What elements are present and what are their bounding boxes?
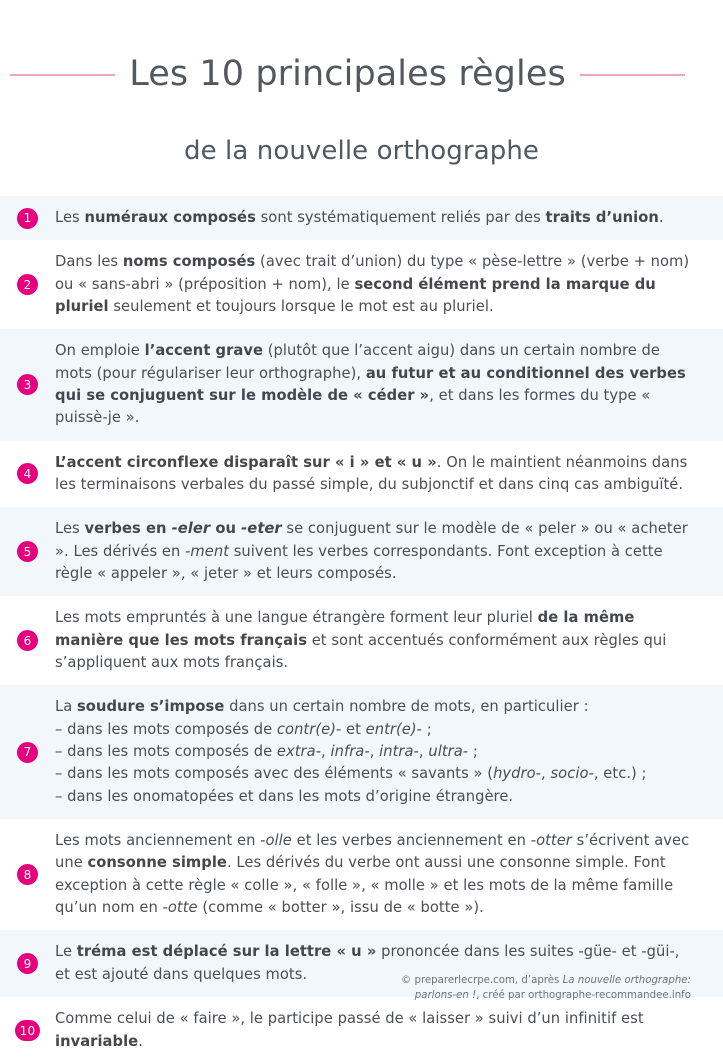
rule-number-badge: 5 [17,541,38,562]
rule-number-badge: 3 [17,374,38,395]
rule-text: Les mots empruntés à une langue étrangère forment leur pluriel de la même manière que les mots français et sont accentués conformément aux règles qui s’appliquent aux mots français. [55,609,667,672]
rule-item [0,685,723,819]
footer-credit: © preparerlecrpe.com, d’après La nouvelle orthographe: parlons-en !, créé par orthographe-recommandee.info [401,975,691,1002]
rule-number-badge: 4 [17,463,38,484]
rule-badge-cell [0,541,55,562]
rule-item [0,196,723,240]
page-subtitle: de la nouvelle orthographe [183,135,540,166]
rule-number-badge: 2 [17,274,38,295]
title-rule-right [580,74,685,76]
rules-list [0,196,723,1064]
rule-text: L’accent circonflexe disparaît sur « i » et « u ». On le maintient néanmoins dans les terminaisons verbales du passé simple, du subjonctif et dans cinq cas ambiguïté. [55,453,688,493]
rule-item [0,329,723,440]
rule-badge-cell [0,463,55,484]
rule-badge-cell [0,630,55,651]
rule-text: Les mots anciennement en -olle et les verbes anciennement en -otter s’écrivent avec une consonne simple. Les dérivés du verbe ont aussi une consonne simple. Font exception à cette règle « colle », « folle », « molle » et les mots de la même famille qu’un nom en -otte (comme « botter », issu de « botte »). [55,832,690,917]
rule-badge-cell [0,864,55,885]
rule-text: Le tréma est déplacé sur la lettre « u » prononcée dans les suites -güe- et -güi-, et est ajouté dans quelques mots. [55,943,680,983]
rule-number-badge: 1 [17,208,38,229]
rule-number-badge: 7 [17,742,38,763]
rule-text: On emploie l’accent grave (plutôt que l’accent aigu) dans un certain nombre de mots (pour régulariser leur orthographe), au futur et au conditionnel des verbes qui se conjuguent sur le modèle de « céder », et dans les formes du type « puissè-je ». [55,342,686,427]
rule-badge-cell [0,208,55,229]
rule-badge-cell [0,274,55,295]
rule-number-badge: 10 [15,1020,41,1041]
title-rule-left [10,74,115,76]
rule-badge-cell [0,953,55,974]
rule-text: Les verbes en -eler ou -eter se conjuguent sur le modèle de « peler » ou « acheter ». Les dérivés en -ment suivent les verbes correspondants. Font exception à cette règle « appeler », « jeter » et leurs composés. [55,520,688,582]
rule-item [0,240,723,329]
rule-item [0,441,723,508]
rule-number-badge: 9 [17,953,38,974]
rule-item [0,507,723,596]
rule-item [0,819,723,930]
page-header [0,0,723,166]
rule-text: La soudure s’impose dans un certain nombre de mots, en particulier : – dans les mots composés de contr(e)- et entr(e)- ; – dans les mots composés de extra-, infra-, intra-, ultra- ; – dans les mots composés avec des éléments « savants » (hydro-, socio-, etc.) ; – dans les onomatopées et dans les mots d’origine étrangère. [55,698,647,805]
rule-number-badge: 6 [17,630,38,651]
rule-text: Les numéraux composés sont systématiquement reliés par des traits d’union. [55,208,664,226]
page-title: Les 10 principales règles [129,54,566,95]
rule-text: Dans les noms composés (avec trait d’union) du type « pèse-lettre » (verbe + nom) ou « sans-abri » (préposition + nom), le second élément prend la marque du pluriel seulement et toujours lorsque le mot est au pluriel. [55,253,690,315]
rule-number-badge: 8 [17,864,38,885]
rule-badge-cell [0,374,55,395]
rule-item [0,997,723,1064]
title-row [0,34,723,116]
rule-item [0,596,723,685]
rule-text: Comme celui de « faire », le participe passé de « laisser » suivi d’un infinitif est invariable. [55,1010,644,1050]
rule-badge-cell [0,742,55,763]
rule-badge-cell [0,1020,55,1041]
